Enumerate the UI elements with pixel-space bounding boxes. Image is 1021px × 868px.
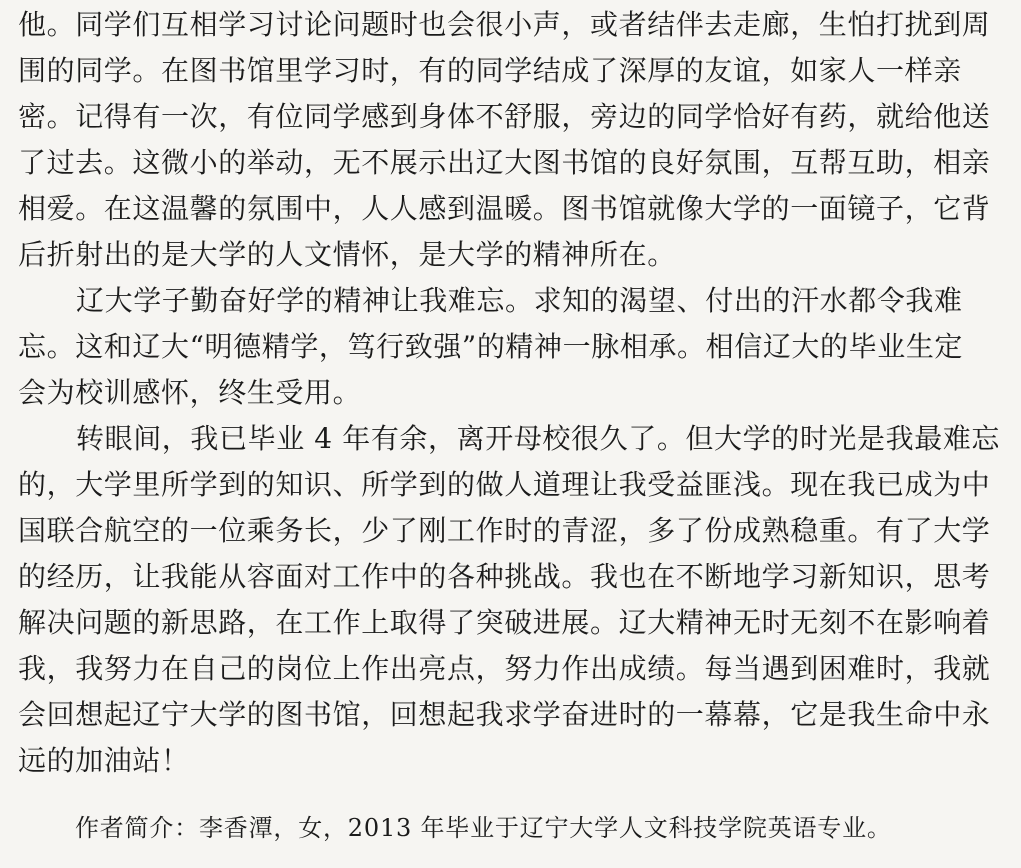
text-line: 我，我努力在自己的岗位上作出亮点，努力作出成绩。每当遇到困难时，我就 <box>18 652 991 685</box>
text-line: 国联合航空的一位乘务长，少了刚工作时的青涩，多了份成熟稳重。有了大学 <box>18 514 991 547</box>
text-line: 会回想起辽宁大学的图书馆，回想起我求学奋进时的一幕幕，它是我生命中永 <box>18 698 991 731</box>
text-line: 忘。这和辽大“明德精学，笃行致强”的精神一脉相承。相信辽大的毕业生定 <box>18 330 964 363</box>
text-line: 他。同学们互相学习讨论问题时也会很小声，或者结伴去走廊，生怕打扰到周 <box>18 8 991 41</box>
text-line: 远的加油站！ <box>18 744 190 777</box>
text-line: 的经历，让我能从容面对工作中的各种挑战。我也在不断地学习新知识，思考 <box>18 560 991 593</box>
text-line: 后折射出的是大学的人文情怀，是大学的精神所在。 <box>18 238 676 271</box>
text-line: 解决问题的新思路，在工作上取得了突破进展。辽大精神无时无刻不在影响着 <box>18 606 991 639</box>
paragraph-1 <box>18 2 1011 278</box>
paragraph-3 <box>18 416 1011 784</box>
text-line: 密。记得有一次，有位同学感到身体不舒服，旁边的同学恰好有药，就给他送 <box>18 100 991 133</box>
text-line: 的，大学里所学到的知识、所学到的做人道理让我受益匪浅。现在我已成为中 <box>18 468 991 501</box>
text-line: 会为校训感怀，终生受用。 <box>18 376 362 409</box>
text-line: 转眼间，我已毕业 4 年有余，离开母校很久了。但大学的时光是我最难忘 <box>76 422 1001 455</box>
text-line: 辽大学子勤奋好学的精神让我难忘。求知的渴望、付出的汗水都令我难 <box>76 284 963 317</box>
author-bio: 作者简介：李香潭，女，2013 年毕业于辽宁大学人文科技学院英语专业。 <box>75 814 892 842</box>
text-line: 围的同学。在图书馆里学习时，有的同学结成了深厚的友谊，如家人一样亲 <box>18 54 962 87</box>
text-line: 相爱。在这温馨的氛围中，人人感到温暖。图书馆就像大学的一面镜子，它背 <box>18 192 991 225</box>
article-body <box>18 0 1011 784</box>
text-line: 了过去。这微小的举动，无不展示出辽大图书馆的良好氛围，互帮互助，相亲 <box>18 146 991 179</box>
paragraph-2 <box>18 278 1011 416</box>
